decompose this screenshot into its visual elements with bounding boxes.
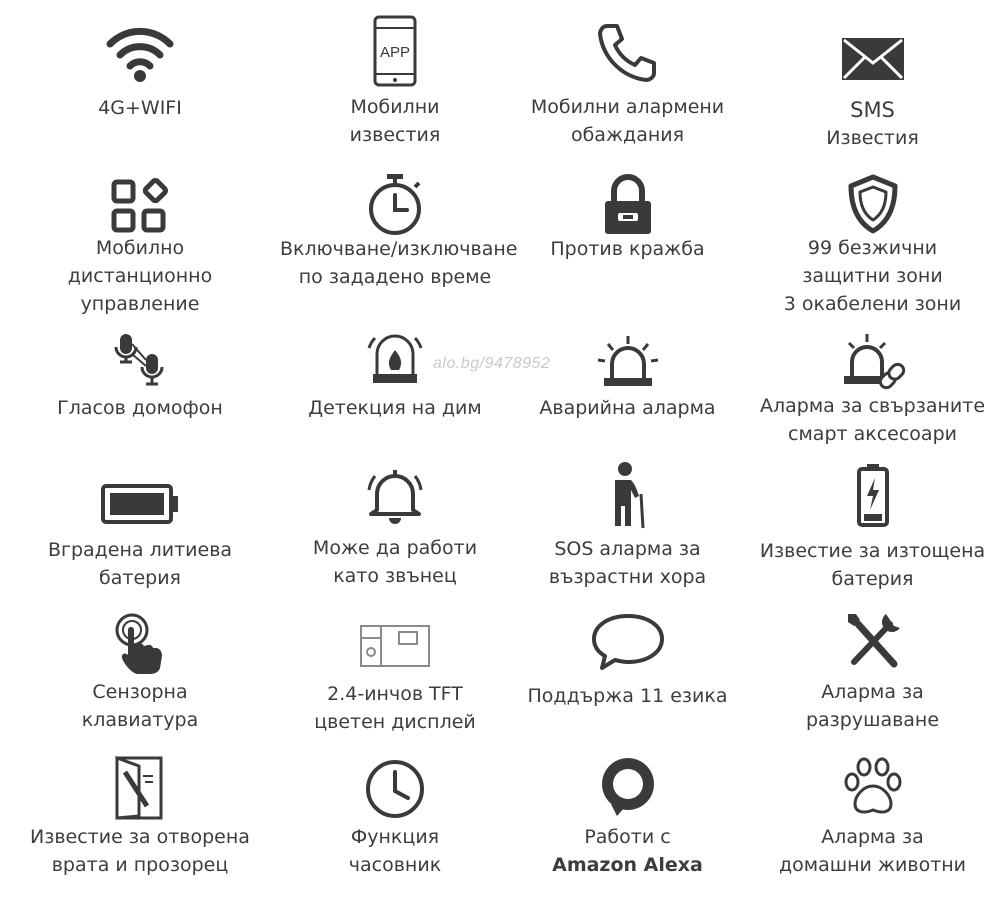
- stopwatch-icon: [363, 172, 427, 236]
- bell-icon: [363, 466, 427, 528]
- app-grid-icon: [110, 178, 170, 234]
- feature-timer: [280, 162, 518, 324]
- app-icon-text: APP: [379, 44, 411, 61]
- feature-remote: [0, 162, 280, 324]
- touch-hand-icon: [112, 612, 168, 676]
- feature-label: Гласов домофон: [57, 397, 223, 419]
- feature-label: Функция часовник: [348, 826, 442, 876]
- feature-label: Известие за отворена врата и прозорец: [30, 826, 250, 876]
- feature-label: 99 безжични защитни зони 3 окабелени зони: [783, 237, 962, 315]
- feature-label: Включване/изключване по зададено време: [280, 238, 518, 288]
- feature-label: Аларма за разрушаване: [805, 681, 940, 731]
- siren-icon: [596, 334, 660, 390]
- feature-label: Известие за изтощена батерия: [759, 540, 986, 590]
- phone-call-icon: [597, 22, 659, 84]
- feature-label: Вградена литиева батерия: [47, 539, 233, 589]
- feature-battery: [0, 452, 280, 600]
- app-phone-icon: [372, 14, 418, 88]
- feature-label: Мобилни известия: [349, 96, 441, 146]
- feature-wifi: [0, 0, 280, 162]
- door-sensor-icon: [113, 756, 167, 820]
- feature-clock: [280, 748, 510, 903]
- tools-icon: [842, 610, 904, 672]
- feature-door: [0, 748, 280, 903]
- alexa-icon: [597, 754, 659, 818]
- feature-language: [510, 600, 745, 748]
- display-icon: [359, 624, 431, 668]
- paw-icon: [841, 756, 905, 818]
- feature-label: Мобилни алармени обаждания: [530, 96, 725, 146]
- watermark-text: alo.bg/9478952: [433, 355, 551, 372]
- feature-zones: [745, 162, 1000, 324]
- siren-link-icon: [840, 332, 906, 390]
- feature-label: Детекция на дим: [308, 397, 482, 419]
- shield-icon: [847, 174, 899, 234]
- feature-elderly: [510, 452, 745, 600]
- feature-label: 4G+WIFI: [98, 97, 182, 119]
- feature-linked: [745, 324, 1000, 452]
- feature-label: SOS аларма за възрастни хора: [548, 538, 707, 588]
- elderly-person-icon: [603, 460, 653, 530]
- feature-smoke: [280, 324, 510, 452]
- speech-bubble-icon: [590, 612, 666, 672]
- envelope-icon: [840, 36, 906, 82]
- feature-emergency: [510, 324, 745, 452]
- battery-low-icon: [856, 462, 890, 528]
- wifi-icon: [104, 26, 176, 84]
- feature-touch: [0, 600, 280, 748]
- battery-full-icon: [100, 482, 180, 526]
- feature-label: Работи с Amazon Alexa: [552, 826, 703, 876]
- feature-label: Против кражба: [550, 238, 705, 260]
- feature-pets: [745, 748, 1000, 903]
- microphones-icon: [110, 330, 170, 390]
- feature-label: Мобилно дистанционно управление: [67, 237, 213, 315]
- feature-display: [280, 600, 510, 748]
- feature-antitheft: [510, 162, 745, 324]
- feature-label: Аларма за домашни животни: [778, 826, 967, 876]
- feature-label: SMS Известия: [826, 98, 919, 149]
- feature-sms: [745, 0, 1000, 162]
- feature-label: Поддържа 11 езика: [527, 685, 728, 707]
- feature-label: 2.4-инчов TFT цветен дисплей: [314, 683, 476, 733]
- clock-icon: [364, 758, 426, 820]
- feature-lowbattery: [745, 452, 1000, 600]
- feature-app: [280, 0, 510, 162]
- padlock-icon: [602, 174, 654, 236]
- feature-doorbell: [280, 452, 510, 600]
- feature-tamper: [745, 600, 1000, 748]
- feature-alexa: [510, 748, 745, 903]
- feature-call: [510, 0, 745, 162]
- feature-label: Аварийна аларма: [539, 397, 716, 419]
- smoke-alarm-icon: [363, 330, 427, 388]
- feature-label: Аларма за свързаните смарт аксесоари: [759, 395, 986, 445]
- feature-label: Може да работи като звънец: [312, 537, 478, 587]
- feature-label: Сензорна клавиатура: [81, 681, 199, 731]
- feature-intercom: [0, 324, 280, 452]
